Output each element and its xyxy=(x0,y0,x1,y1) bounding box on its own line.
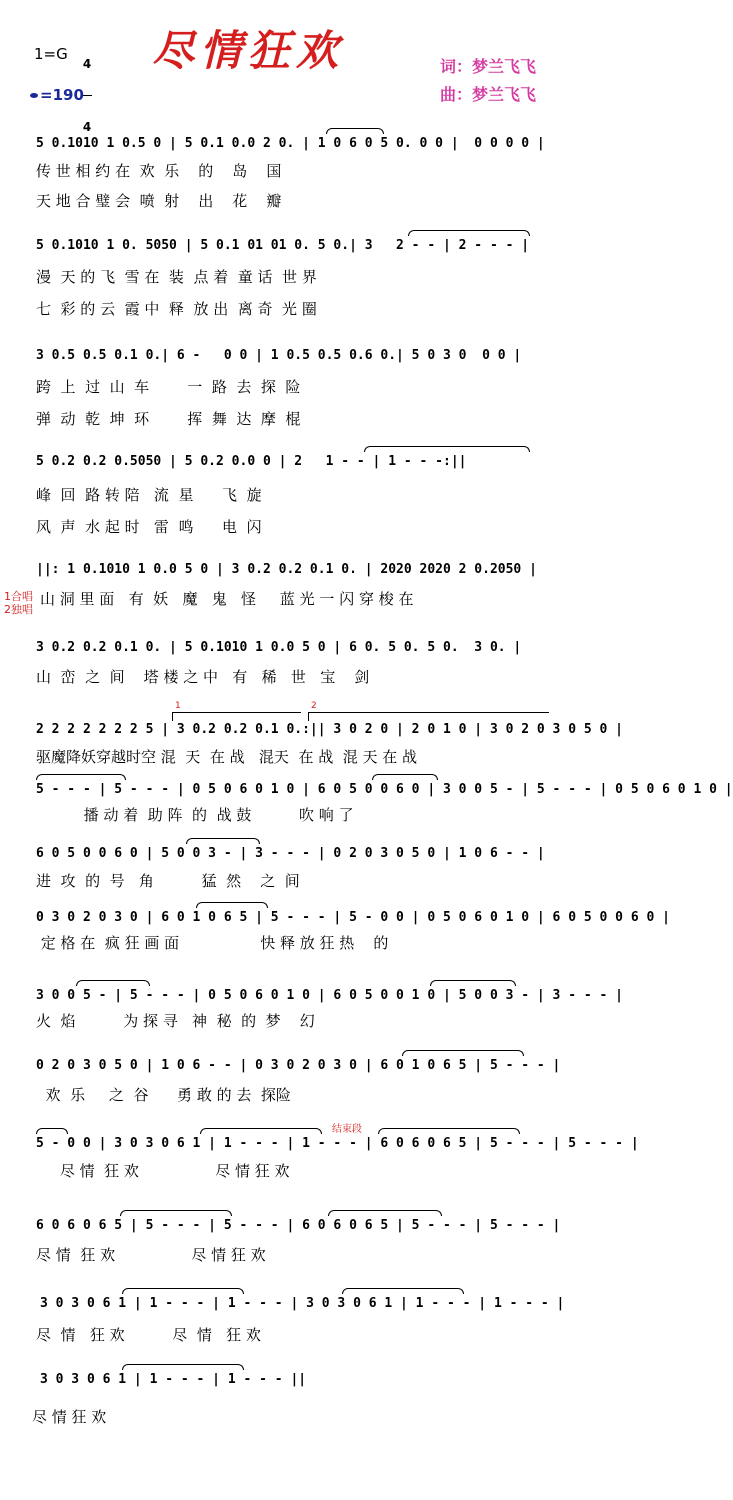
lyricist-credit: 词：梦兰飞飞 xyxy=(440,57,537,76)
lyric-line: 传 世 相 约 在 欢 乐 的 岛 国 xyxy=(36,162,282,180)
tie-arc xyxy=(36,1128,68,1134)
lyric-line: 尽 情 狂 欢 尽 情 狂 欢 xyxy=(36,1246,266,1264)
lyric-line: 跨 上 过 山 车 一 路 去 探 险 xyxy=(36,378,301,396)
tempo-marking xyxy=(30,86,84,104)
lyric-line: 尽 情 狂 欢 尽 情 狂 欢 xyxy=(36,1326,261,1344)
tie-arc xyxy=(342,1288,464,1294)
tie-arc xyxy=(328,1210,442,1216)
notation-line: 6 0 6 0 6 5 | 5 - - - | 5 - - - | 6 0 6 0 6 5 | 5 - - - | 5 - - - | xyxy=(36,1218,561,1233)
notation-line: 5 0.1010 1 0. 5050 | 5 0.1 01 01 0. 5 0.| 3 2 - - | 2 - - - | xyxy=(36,238,530,253)
voice-label-1: 1合唱 xyxy=(4,590,33,603)
tie-arc xyxy=(196,902,268,908)
notation-line: 5 - 0 0 | 3 0 3 0 6 1 | 1 - - - | 1 - - - | 6 0 6 0 6 5 | 5 - - - | 5 - - - | xyxy=(36,1136,639,1151)
lyric-line: 山 峦 之 间 塔 楼 之 中 有 稀 世 宝 剑 xyxy=(36,668,370,686)
song-title: 尽情狂欢 xyxy=(152,26,345,75)
volta-number-2: 2 xyxy=(311,701,317,711)
meter-top: 4 xyxy=(82,57,92,71)
tie-arc xyxy=(372,774,438,780)
lyric-line: 漫 天 的 飞 雪 在 装 点 着 童 话 世 界 xyxy=(36,268,317,286)
tie-arc xyxy=(76,980,150,986)
notation-line: 3 0.2 0.2 0.1 0. | 5 0.1010 1 0.0 5 0 | 6 0. 5 0. 5 0. 3 0. | xyxy=(36,640,522,655)
tie-arc xyxy=(122,1364,244,1370)
notation-line: 3 0 3 0 6 1 | 1 - - - | 1 - - - || xyxy=(40,1372,307,1387)
notation-line: 6 0 5 0 0 6 0 | 5 0 0 3 - | 3 - - - | 0 2 0 3 0 5 0 | 1 0 6 - - | xyxy=(36,846,545,861)
tie-arc xyxy=(186,838,260,844)
notation-line: ||: 1 0.1010 1 0.0 5 0 | 3 0.2 0.2 0.1 0. | 2020 2020 2 0.2050 | xyxy=(36,562,537,577)
lyric-line: 欢 乐 之 谷 勇 敢 的 去 探险 xyxy=(36,1086,291,1104)
lyric-line: 火 焰 为 探 寻 神 秘 的 梦 幻 xyxy=(36,1012,315,1030)
voice-label-2: 2独唱 xyxy=(4,603,33,616)
tie-arc xyxy=(430,980,516,986)
lyric-line: 弹 动 乾 坤 环 挥 舞 达 摩 棍 xyxy=(36,410,301,428)
notation-line: 0 2 0 3 0 5 0 | 1 0 6 - - | 0 3 0 2 0 3 0 | 6 0 1 0 6 5 | 5 - - - | xyxy=(36,1058,561,1073)
tie-arc xyxy=(200,1128,322,1134)
tie-arc xyxy=(122,1288,244,1294)
lyric-line: 播 动 着 助 阵 的 战 鼓 吹 响 了 xyxy=(36,806,354,824)
lyric-line: 尽 情 狂 欢 xyxy=(32,1408,107,1426)
notation-line: 3 0.5 0.5 0.1 0.| 6 - 0 0 | 1 0.5 0.5 0.6 0.| 5 0 3 0 0 0 | xyxy=(36,348,522,363)
notation-line: 0 3 0 2 0 3 0 | 6 0 1 0 6 5 | 5 - - - | 5 - 0 0 | 0 5 0 6 0 1 0 | 6 0 5 0 0 6 0 | xyxy=(36,910,670,925)
lyric-line: 驱魔降妖穿越时空 混 天 在 战 混天 在 战 混 天 在 战 xyxy=(36,748,418,766)
lyric-line: 定 格 在 疯 狂 画 面 快 释 放 狂 热 的 xyxy=(36,934,389,952)
tie-arc xyxy=(364,446,530,452)
lyric-line: 天 地 合 璧 会 喷 射 出 花 瓣 xyxy=(36,192,282,210)
lyric-line: 山 洞 里 面 有 妖 魔 鬼 怪 蓝 光 一 闪 穿 梭 在 xyxy=(40,590,414,608)
key-signature: 1=G xyxy=(34,45,68,63)
quarter-note-icon xyxy=(30,93,38,98)
lyric-line: 尽 情 狂 欢 尽 情 狂 欢 xyxy=(36,1162,290,1180)
tie-arc xyxy=(120,1210,232,1216)
tempo-value: =190 xyxy=(40,86,84,104)
tie-arc xyxy=(408,230,530,236)
notation-line: 3 0 3 0 6 1 | 1 - - - | 1 - - - | 3 0 3 0 6 1 | 1 - - - | 1 - - - | xyxy=(40,1296,565,1311)
lyric-line: 七 彩 的 云 霞 中 释 放 出 离 奇 光 圈 xyxy=(36,300,317,318)
notation-line: 5 - - - | 5 - - - | 0 5 0 6 0 1 0 | 6 0 5 0 0 6 0 | 3 0 0 5 - | 5 - - - | 0 5 0 6 0 1 0 | xyxy=(36,782,733,797)
ending-section-label: 结束段 xyxy=(332,1124,362,1135)
tie-arc xyxy=(326,128,384,134)
notation-line: 5 0.1010 1 0.5 0 | 5 0.1 0.0 2 0. | 1 0 6 0 5 0. 0 0 | 0 0 0 0 | xyxy=(36,136,545,151)
tie-arc xyxy=(36,774,126,780)
lyric-line: 进 攻 的 号 角 猛 然 之 间 xyxy=(36,872,300,890)
notation-line: 5 0.2 0.2 0.5050 | 5 0.2 0.0 0 | 2 1 - - | 1 - - -:|| xyxy=(36,454,467,469)
notation-line: 2 2 2 2 2 2 2 5 | 3 0.2 0.2 0.1 0.:|| 3 0 2 0 | 2 0 1 0 | 3 0 2 0 3 0 5 0 | xyxy=(36,722,623,737)
meter-bottom: 4 xyxy=(82,120,92,134)
lyric-line: 峰 回 路 转 陪 流 星 飞 旋 xyxy=(36,486,262,504)
composer-credit: 曲：梦兰飞飞 xyxy=(440,85,537,104)
notation-line: 3 0 0 5 - | 5 - - - | 0 5 0 6 0 1 0 | 6 0 5 0 0 1 0 | 5 0 0 3 - | 3 - - - | xyxy=(36,988,623,1003)
tie-arc xyxy=(378,1128,520,1134)
tie-arc xyxy=(402,1050,524,1056)
volta-bracket-2 xyxy=(308,701,549,721)
volta-number-1: 1 xyxy=(175,701,181,711)
volta-bracket-1 xyxy=(172,701,301,721)
voice-label xyxy=(4,590,33,616)
lyric-line: 风 声 水 起 时 雷 鸣 电 闪 xyxy=(36,518,262,536)
